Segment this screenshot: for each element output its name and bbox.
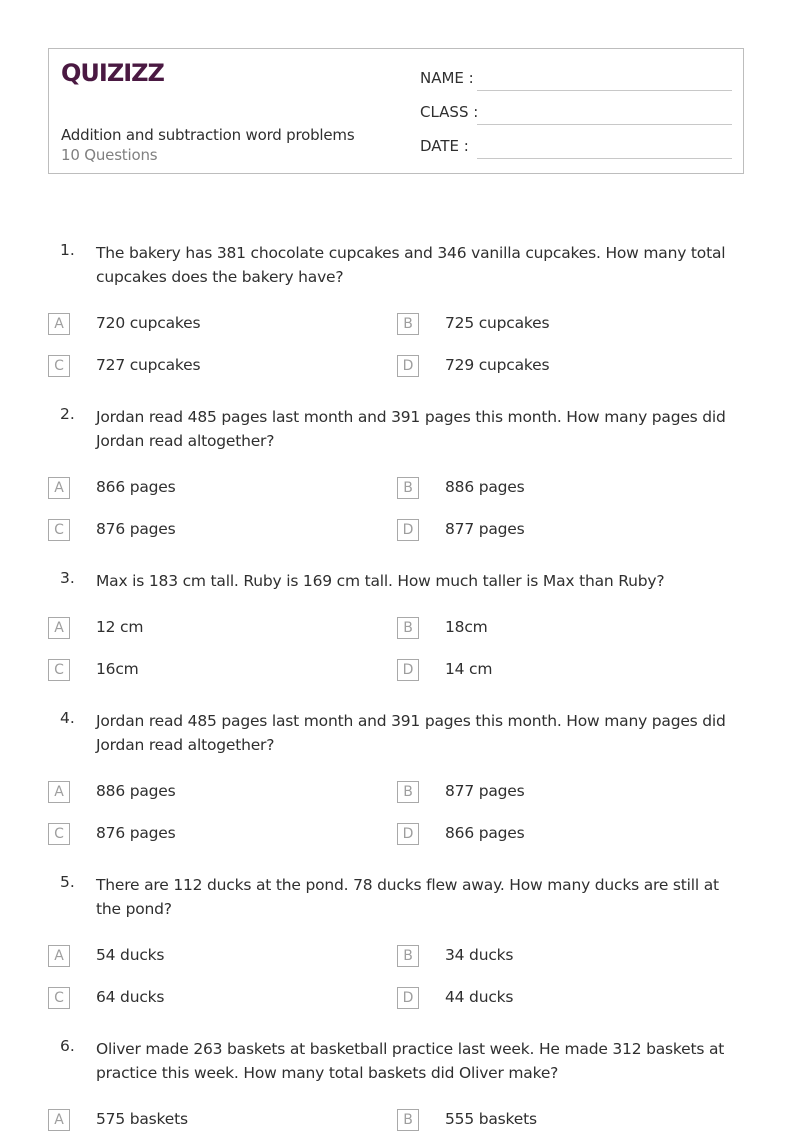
option-letter-box: A [48,945,70,967]
option-letter-box: A [48,1109,70,1131]
date-label: DATE : [420,137,469,155]
option-letter-box: C [48,823,70,845]
option-text: 54 ducks [96,946,165,964]
option-letter-box: A [48,313,70,335]
question-text: Max is 183 cm tall. Ruby is 169 cm tall. How much taller is Max than Ruby? [96,572,665,590]
quizizz-logo [61,59,164,89]
option-text: 727 cupcakes [96,356,201,374]
question-number: 4. [60,709,75,727]
option-text: 14 cm [445,660,493,678]
option-text: 16cm [96,660,139,678]
question-number: 6. [60,1037,75,1055]
option-letter-box: B [397,781,419,803]
question-text: The bakery has 381 chocolate cupcakes and 346 vanilla cupcakes. How many total cupcakes does the bakery have? [96,244,726,286]
name-input-line[interactable] [477,90,732,91]
option-letter-box: D [397,519,419,541]
option-text: 555 baskets [445,1110,537,1128]
option-text: 34 ducks [445,946,514,964]
question-number: 3. [60,569,75,587]
option-letter-box: D [397,355,419,377]
option-text: 876 pages [96,520,176,538]
worksheet-title: Addition and subtraction word problems [61,126,355,144]
question-text: Jordan read 485 pages last month and 391 pages this month. How many pages did Jordan read altogether? [96,408,726,450]
option-letter-box: D [397,823,419,845]
option-letter-box: A [48,477,70,499]
option-letter-box: C [48,659,70,681]
question-count: 10 Questions [61,146,158,164]
option-letter-box: C [48,355,70,377]
option-letter-box: D [397,987,419,1009]
option-text: 876 pages [96,824,176,842]
option-text: 877 pages [445,520,525,538]
option-text: 886 pages [445,478,525,496]
option-letter-box: B [397,477,419,499]
name-label: NAME : [420,69,474,87]
option-letter-box: B [397,945,419,967]
option-letter-box: A [48,781,70,803]
option-text: 44 ducks [445,988,514,1006]
option-letter-box: B [397,617,419,639]
option-text: 866 pages [445,824,525,842]
question-number: 2. [60,405,75,423]
class-label: CLASS : [420,103,479,121]
option-text: 18cm [445,618,488,636]
option-text: 12 cm [96,618,144,636]
question-text: There are 112 ducks at the pond. 78 ducks flew away. How many ducks are still at the pond? [96,876,719,918]
option-text: 729 cupcakes [445,356,550,374]
option-text: 575 baskets [96,1110,188,1128]
option-letter-box: D [397,659,419,681]
option-text: 64 ducks [96,988,165,1006]
question-number: 1. [60,241,75,259]
option-text: 877 pages [445,782,525,800]
date-input-line[interactable] [477,158,732,159]
option-letter-box: C [48,519,70,541]
option-text: 886 pages [96,782,176,800]
option-text: 725 cupcakes [445,314,550,332]
question-text: Jordan read 485 pages last month and 391 pages this month. How many pages did Jordan read altogether? [96,712,726,754]
option-text: 720 cupcakes [96,314,201,332]
question-text: Oliver made 263 baskets at basketball practice last week. He made 312 baskets at practice this week. How many total baskets did Oliver make? [96,1040,725,1082]
option-letter-box: C [48,987,70,1009]
class-input-line[interactable] [477,124,732,125]
svg-text:QUIZIZZ: QUIZIZZ [61,59,164,87]
option-letter-box: A [48,617,70,639]
option-letter-box: B [397,1109,419,1131]
option-text: 866 pages [96,478,176,496]
quizizz-logo-graphic [61,59,164,87]
worksheet-header [48,48,744,174]
question-number: 5. [60,873,75,891]
option-letter-box: B [397,313,419,335]
